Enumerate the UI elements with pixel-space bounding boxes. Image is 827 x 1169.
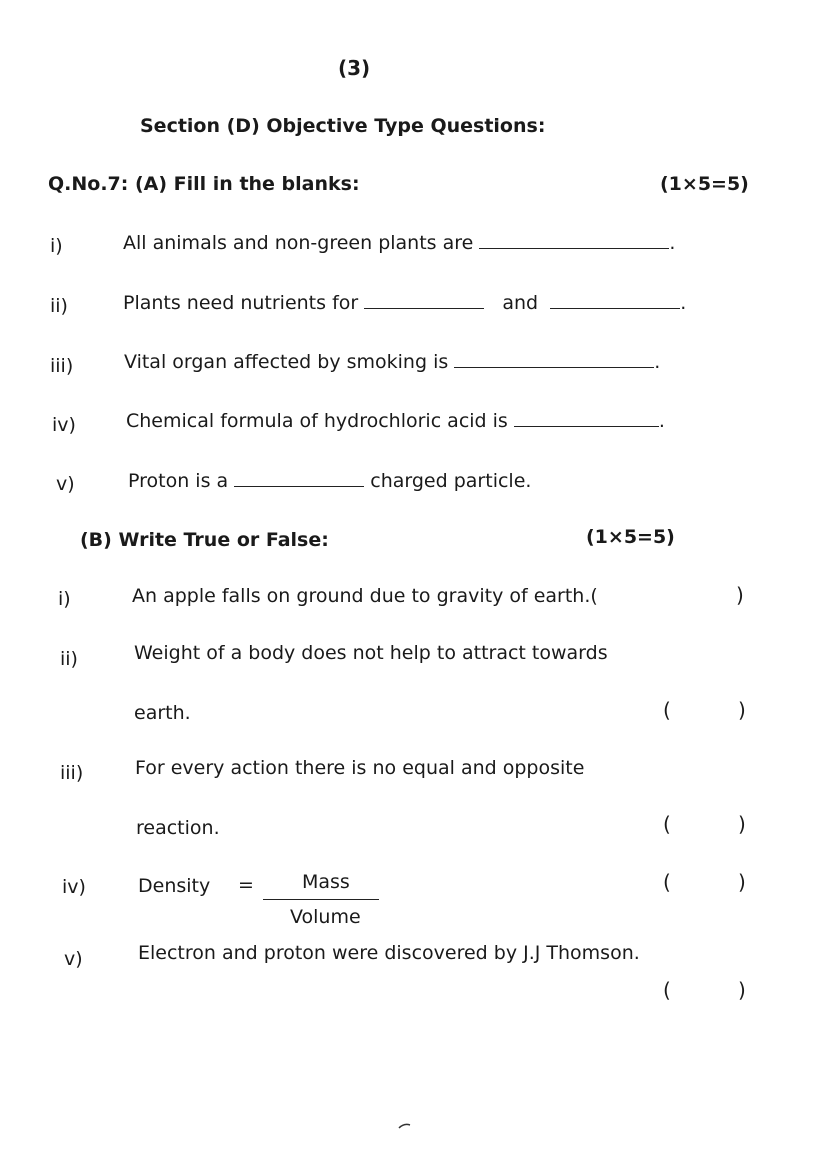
part-a-item-text: [126, 410, 665, 432]
density-label: Density: [138, 875, 211, 897]
fill-after: charged particle.: [370, 470, 532, 492]
fill-text: Plants need nutrients for: [123, 292, 359, 314]
answer-open-paren: (: [663, 812, 671, 836]
part-b-item-continuation: earth.: [134, 702, 191, 724]
fill-end: .: [654, 351, 661, 373]
part-b-item-number: v): [64, 948, 83, 970]
part-a-item-text: [123, 232, 675, 254]
part-a-item-text: [128, 470, 531, 492]
fill-mid: and: [502, 292, 539, 314]
part-a-item-number: iii): [50, 355, 74, 377]
answer-open-paren: (: [663, 870, 671, 894]
answer-close-paren: ): [738, 978, 746, 1002]
answer-close-paren: ): [738, 698, 746, 722]
equals-sign: =: [238, 874, 254, 896]
part-a-item-number: i): [50, 235, 63, 257]
page-number: (3): [338, 56, 371, 80]
fill-end: .: [658, 410, 665, 432]
part-a-item-number: v): [56, 473, 75, 495]
fraction-numerator: Mass: [302, 871, 350, 893]
answer-close-paren: ): [736, 583, 744, 607]
part-b-item-text: For every action there is no equal and opposite: [135, 757, 585, 779]
answer-close-paren: ): [738, 812, 746, 836]
scan-mark-icon: [398, 1122, 412, 1132]
part-b-item-number: i): [58, 588, 71, 610]
part-a-item-number: iv): [52, 414, 76, 436]
fill-blank: [364, 307, 484, 309]
fraction-denominator: Volume: [290, 906, 361, 928]
part-a-item-text: [123, 292, 686, 314]
part-b-item-continuation: reaction.: [136, 817, 220, 839]
part-b-item-number: ii): [60, 648, 78, 670]
fill-blank: [479, 247, 669, 249]
fill-end: .: [680, 292, 687, 314]
fill-blank: [454, 366, 654, 368]
part-a-heading: Q.No.7: (A) Fill in the blanks:: [48, 173, 360, 195]
part-a-item-text: [124, 351, 660, 373]
fill-end: .: [669, 232, 676, 254]
part-b-item-number: iii): [60, 762, 84, 784]
part-b-item-text: Weight of a body does not help to attract towards: [134, 642, 608, 664]
part-b-item-text: An apple falls on ground due to gravity of earth.(: [132, 585, 598, 607]
fraction-bar: [263, 899, 379, 900]
part-b-item-number: iv): [62, 876, 86, 898]
answer-close-paren: ): [738, 870, 746, 894]
fill-text: Proton is a: [128, 470, 229, 492]
fill-text: All animals and non-green plants are: [123, 232, 474, 254]
fill-text: Chemical formula of hydrochloric acid is: [126, 410, 508, 432]
part-a-marks: (1×5=5): [660, 173, 749, 195]
section-title: Section (D) Objective Type Questions:: [140, 115, 546, 137]
part-b-marks: (1×5=5): [586, 526, 675, 548]
answer-open-paren: (: [663, 978, 671, 1002]
part-b-heading: (B) Write True or False:: [80, 529, 329, 551]
part-a-item-number: ii): [50, 295, 68, 317]
fill-blank: [514, 425, 659, 427]
answer-open-paren: (: [663, 698, 671, 722]
part-b-item-text: Electron and proton were discovered by J.J Thomson.: [138, 942, 640, 964]
fill-blank: [550, 307, 680, 309]
fill-text: Vital organ affected by smoking is: [124, 351, 449, 373]
fill-blank: [234, 485, 364, 487]
